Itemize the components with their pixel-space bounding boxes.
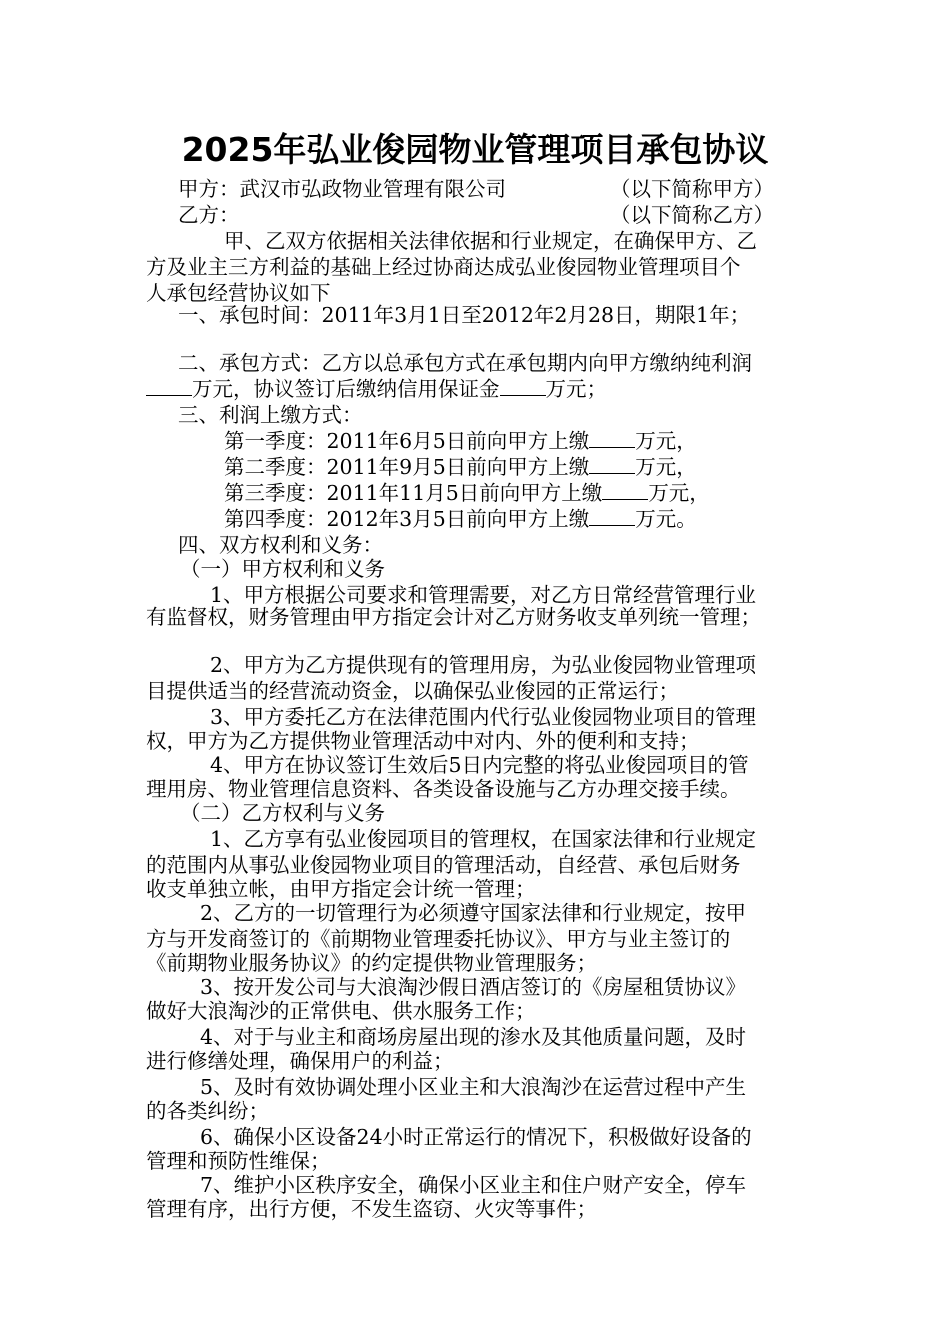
paragraph-line: 有监督权，财务管理由甲方指定会计对乙方财务收支单列统一管理； [146, 605, 761, 629]
document-title: 2025年弘业俊园物业管理项目承包协议 [181, 130, 769, 169]
paragraph-line: 4、对于与业主和商场房屋出现的渗水及其他质量问题，及时 [200, 1025, 747, 1049]
paragraph-line: 7、维护小区秩序安全，确保小区业主和住户财产安全，停车 [200, 1173, 747, 1197]
clause-profit: 三、利润上缴方式： [178, 403, 363, 427]
party-a-note: （以下简称甲方） [610, 177, 774, 201]
blank-field [589, 455, 635, 474]
paragraph-line: 5、及时有效协调处理小区业主和大浪淘沙在运营过程中产生 [200, 1075, 747, 1099]
paragraph-line: 甲、乙双方依据相关法律依据和行业规定，在确保甲方、乙 [224, 229, 757, 253]
quarter-line: 第四季度：2012年3月5日前向甲方上缴 万元。 [224, 507, 697, 531]
paragraph-line: 的各类纠纷； [146, 1099, 269, 1123]
blank-field [589, 507, 635, 526]
blank-field [500, 377, 546, 396]
paragraph-line: 管理有序，出行方便，不发生盗窃、火灾等事件； [146, 1197, 597, 1221]
paragraph-line: 2、甲方为乙方提供现有的管理用房，为弘业俊园物业管理项 [210, 653, 757, 677]
paragraph-line: 6、确保小区设备24小时正常运行的情况下，积极做好设备的 [200, 1125, 752, 1149]
paragraph-line: 进行修缮处理，确保用户的利益； [146, 1049, 454, 1073]
clause-method: 二、承包方式：乙方以总承包方式在承包期内向甲方缴纳纯利润 [178, 351, 752, 375]
paragraph-line: 方及业主三方利益的基础上经过协商达成弘业俊园物业管理项目个 [146, 255, 741, 279]
paragraph-line: 《前期物业服务协议》的约定提供物业管理服务； [146, 951, 597, 975]
quarter-line: 第三季度：2011年11月5日前向甲方上缴 万元， [224, 481, 710, 505]
party-b-label: 乙方： [178, 203, 240, 227]
paragraph-line: 4、甲方在协议签订生效后5日内完整的将弘业俊园项目的管 [210, 753, 749, 777]
paragraph-line: 做好大浪淘沙的正常供电、供水服务工作； [146, 999, 536, 1023]
paragraph-line: 1、乙方享有弘业俊园项目的管理权，在国家法律和行业规定 [210, 827, 757, 851]
paragraph-line: 权，甲方为乙方提供物业管理活动中对内、外的便利和支持； [146, 729, 700, 753]
paragraph-line: 3、甲方委托乙方在法律范围内代行弘业俊园物业项目的管理 [210, 705, 757, 729]
paragraph-line: 万元，协议签订后缴纳信用保证金 万元； [146, 376, 607, 402]
paragraph-line: 管理和预防性维保； [146, 1149, 331, 1173]
paragraph-line: 3、按开发公司与大浪淘沙假日酒店签订的《房屋租赁协议》 [200, 975, 747, 999]
paragraph-line: 方与开发商签订的《前期物业管理委托协议》、甲方与业主签订的 [146, 927, 731, 951]
paragraph-line: 目提供适当的经营流动资金，以确保弘业俊园的正常运行； [146, 679, 679, 703]
paragraph-line: 2、乙方的一切管理行为必须遵守国家法律和行业规定，按甲 [200, 901, 747, 925]
quarter-line: 第二季度：2011年9月5日前向甲方上缴 万元， [224, 455, 697, 479]
clause-term: 一、承包时间：2011年3月1日至2012年2月28日，期限1年； [178, 303, 751, 327]
clause-rights: 四、双方权利和义务： [178, 533, 383, 557]
quarter-line: 第一季度：2011年6月5日前向甲方上缴 万元， [224, 429, 697, 453]
paragraph-line: 1、甲方根据公司要求和管理需要，对乙方日常经营管理行业 [210, 583, 757, 607]
paragraph-line: 的范围内从事弘业俊园物业项目的管理活动，自经营、承包后财务 [146, 853, 741, 877]
paragraph-line: 人承包经营协议如下 [146, 281, 331, 305]
blank-field [602, 481, 648, 500]
paragraph-line: 理用房、物业管理信息资料、各类设备设施与乙方办理交接手续。 [146, 777, 741, 801]
section-heading: （二）乙方权利与义务 [180, 801, 385, 825]
paragraph-line: 收支单独立帐，由甲方指定会计统一管理； [146, 877, 536, 901]
section-heading: （一）甲方权利和义务 [180, 557, 385, 581]
party-a-line [178, 176, 506, 202]
blank-field [589, 429, 635, 448]
party-b-note: （以下简称乙方） [610, 203, 774, 227]
party-a-label: 甲方：武汉市弘政物业管理有限公司 [178, 177, 506, 201]
blank-field [146, 377, 192, 396]
